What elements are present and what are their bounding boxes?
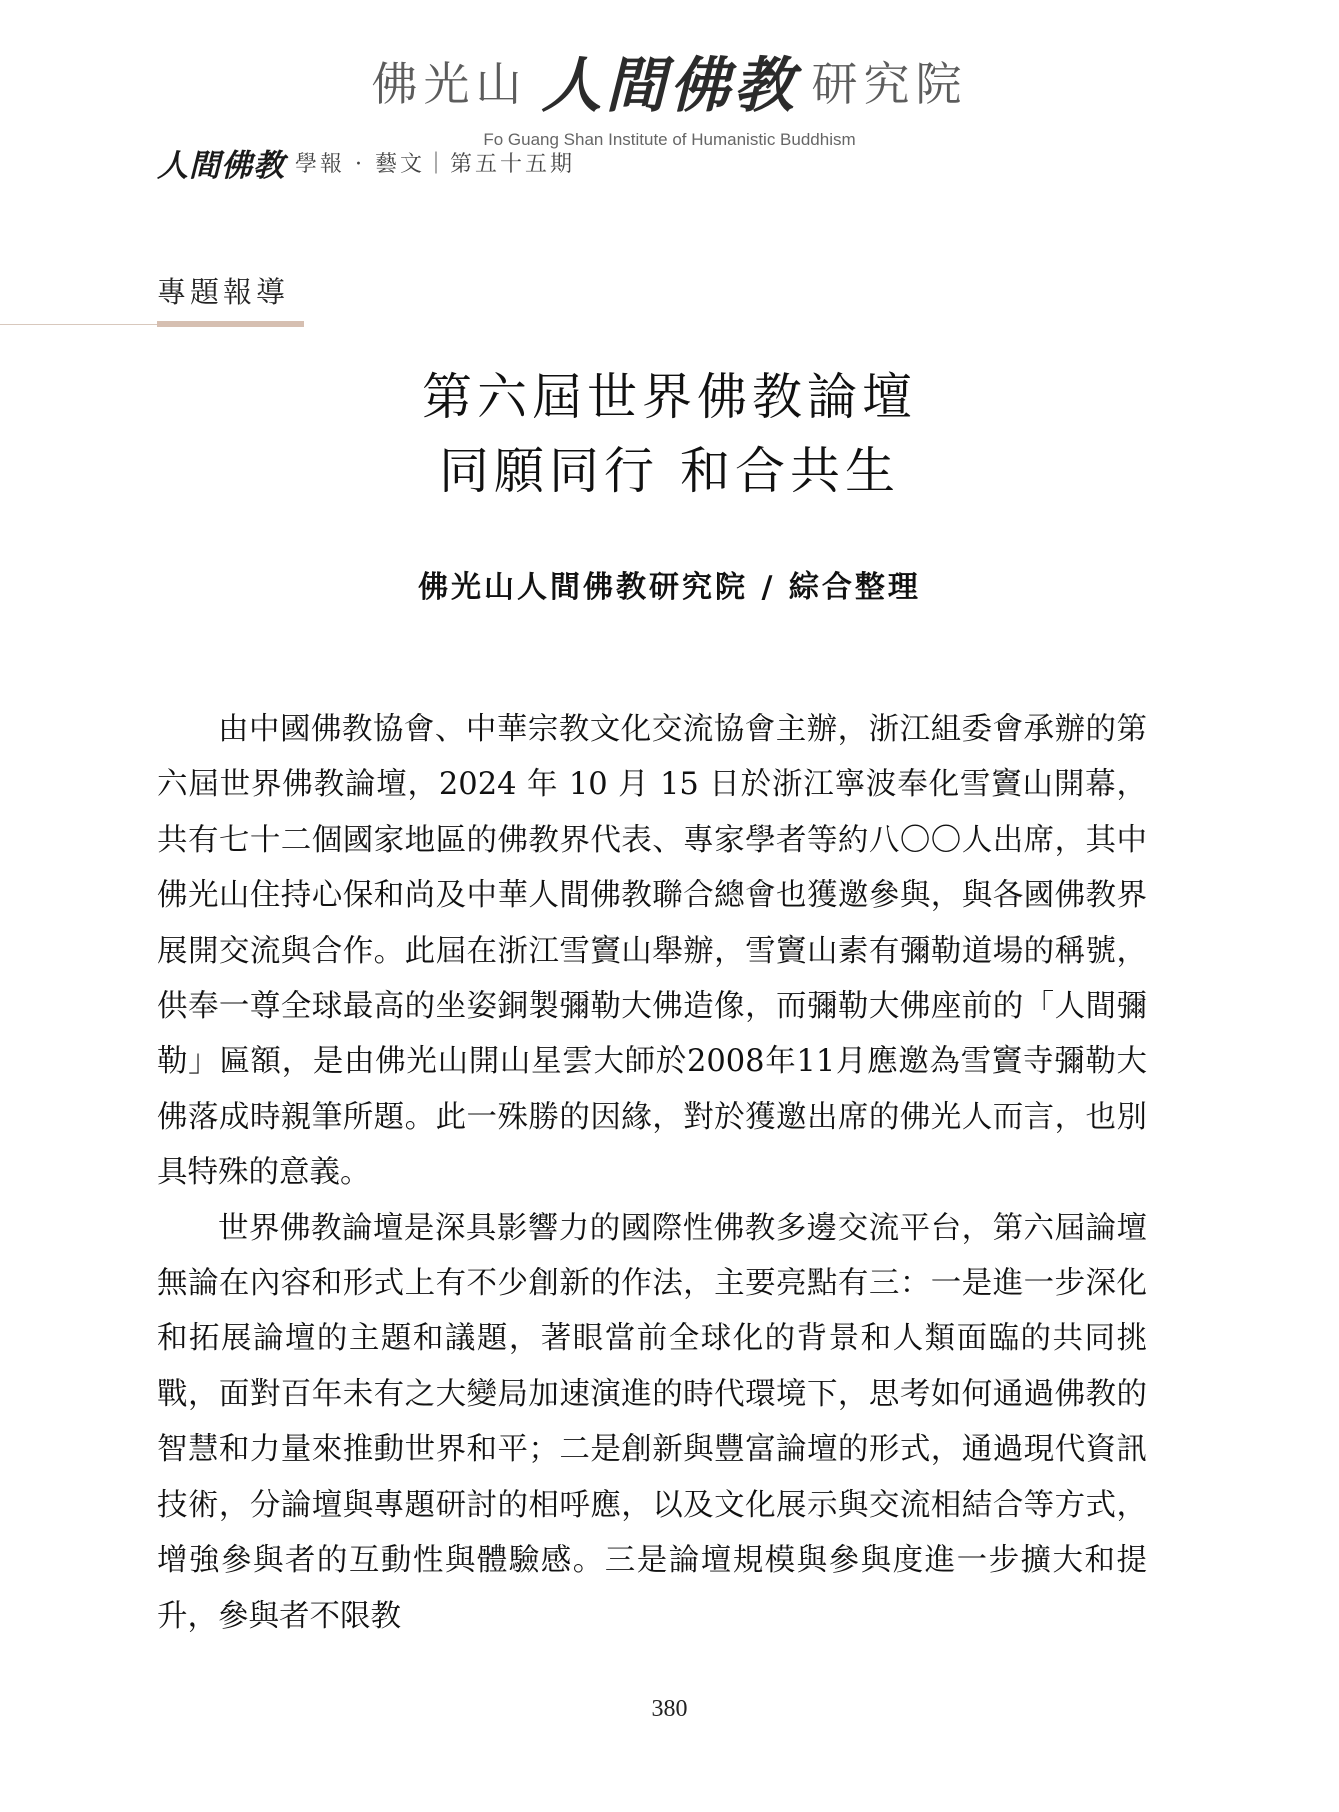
institute-title-left: 佛光山 xyxy=(371,57,528,111)
article-byline: 佛光山人間佛教研究院 / 綜合整理 xyxy=(418,570,921,605)
institute-title-right: 研究院 xyxy=(811,57,968,111)
paragraph: 由中國佛教協會、中華宗教文化交流協會主辦，浙江組委會承辦的第六屆世界佛教論壇，2024 年 10 月 15 日於浙江寧波奉化雪竇山開幕，共有七十二個國家地區的佛教界代表、專家學者等約八〇〇人出席，其中佛光山住持心保和尚及中華人間佛教聯合總會也獲邀參與，與各國佛教界展開交流與合作。此屆在浙江雪竇山舉辦，雪竇山素有彌勒道場的稱號，供奉一尊全球最高的坐姿銅製彌勒大佛造像，而彌勒大佛座前的「人間彌勒」匾額，是由佛光山開山星雲大師於2008年11月應邀為雪竇寺彌勒大佛落成時親筆所題。此一殊勝的因緣，對於獲邀出席的佛光人而言，也別具特殊的意義。 xyxy=(157,712,1147,1191)
article-title-line2: 同願同行 和合共生 xyxy=(439,442,900,500)
journal-issue: 學報 · 藝文｜第五十五期 xyxy=(295,152,575,177)
section-accent-bar xyxy=(157,321,304,327)
article-title-line1: 第六屆世界佛教論壇 xyxy=(422,368,917,426)
masthead xyxy=(0,38,1339,150)
paragraph: 世界佛教論壇是深具影響力的國際性佛教多邊交流平台，第六屆論壇無論在內容和形式上有不少創新的作法，主要亮點有三：一是進一步深化和拓展論壇的主題和議題，著眼當前全球化的背景和人類面臨的共同挑戰，面對百年未有之大變局加速演進的時代環境下，思考如何通過佛教的智慧和力量來推動世界和平；二是創新與豐富論壇的形式，通過現代資訊技術，分論壇與專題研討的相呼應，以及文化展示與交流相結合等方式，增強參與者的互動性與體驗感。三是論壇規模與參與度進一步擴大和提升，參與者不限教 xyxy=(157,1210,1147,1634)
section-label: 專題報導 xyxy=(157,275,290,309)
institute-title-logo: 人間佛教 xyxy=(541,51,798,121)
article-title xyxy=(0,360,1339,508)
institute-title xyxy=(0,38,1339,124)
institute-subtitle: Fo Guang Shan Institute of Humanistic Buddhism xyxy=(483,130,856,149)
journal-header xyxy=(157,140,575,185)
article-body xyxy=(157,702,1147,1644)
page-number: 380 xyxy=(651,1696,688,1722)
journal-logo: 人間佛教 xyxy=(157,148,285,184)
